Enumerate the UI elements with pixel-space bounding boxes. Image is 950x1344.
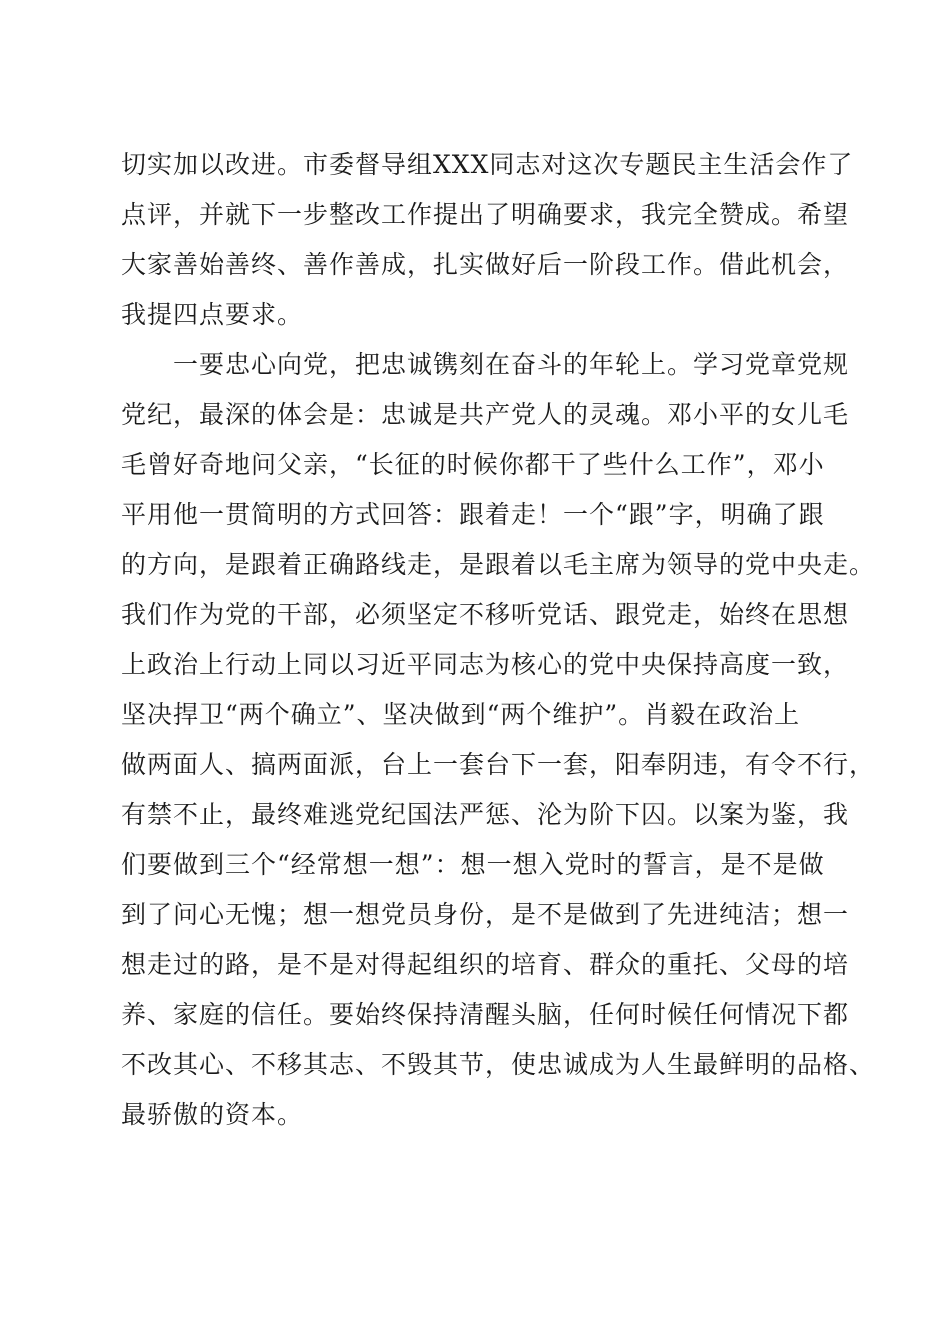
text-line: 的方向，是跟着正确路线走，是跟着以毛主席为领导的党中央走。 — [121, 550, 876, 579]
paragraph-1 — [121, 140, 854, 340]
text-line: 平用他一贯简明的方式回答：跟着走！一个“跟”字，明确了跟 — [121, 500, 825, 529]
text-line: 切实加以改进。市委督导组XXX同志对这次专题民主生活会作了 — [121, 150, 854, 179]
text-line: 们要做到三个“经常想一想”：想一想入党时的誓言，是不是做 — [121, 850, 825, 879]
text-line: 有禁不止，最终难逃党纪国法严惩、沦为阶下囚。以案为鉴，我 — [121, 800, 850, 829]
text-line: 大家善始善终、善作善成，扎实做好后一阶段工作。借此机会， — [121, 250, 850, 279]
text-line: 到了问心无愧；想一想党员身份，是不是做到了先进纯洁；想一 — [121, 900, 850, 929]
text-line: 上政治上行动上同以习近平同志为核心的党中央保持高度一致， — [121, 650, 850, 679]
text-line: 我提四点要求。 — [121, 300, 304, 329]
text-line: 点评，并就下一步整改工作提出了明确要求，我完全赞成。希望 — [121, 200, 850, 229]
document-body — [121, 140, 876, 1140]
text-line: 毛曾好奇地问父亲，“长征的时候你都干了些什么工作”，邓小 — [121, 450, 825, 479]
text-line: 做两面人、搞两面派，台上一套台下一套，阳奉阴违，有令不行， — [121, 750, 876, 779]
paragraph-2 — [121, 340, 876, 1140]
text-line: 想走过的路，是不是对得起组织的培育、群众的重托、父母的培 — [121, 950, 850, 979]
text-line: 我们作为党的干部，必须坚定不移听党话、跟党走，始终在思想 — [121, 600, 850, 629]
text-line: 最骄傲的资本。 — [121, 1100, 304, 1129]
text-line: 一要忠心向党，把忠诚镌刻在奋斗的年轮上。学习党章党规 — [121, 350, 850, 379]
text-line: 党纪，最深的体会是：忠诚是共产党人的灵魂。邓小平的女儿毛 — [121, 400, 850, 429]
text-line: 坚决捍卫“两个确立”、坚决做到“两个维护”。肖毅在政治上 — [121, 700, 801, 729]
text-line: 不改其心、不移其志、不毁其节，使忠诚成为人生最鲜明的品格、 — [121, 1050, 876, 1079]
text-line: 养、家庭的信任。要始终保持清醒头脑，任何时候任何情况下都 — [121, 1000, 850, 1029]
